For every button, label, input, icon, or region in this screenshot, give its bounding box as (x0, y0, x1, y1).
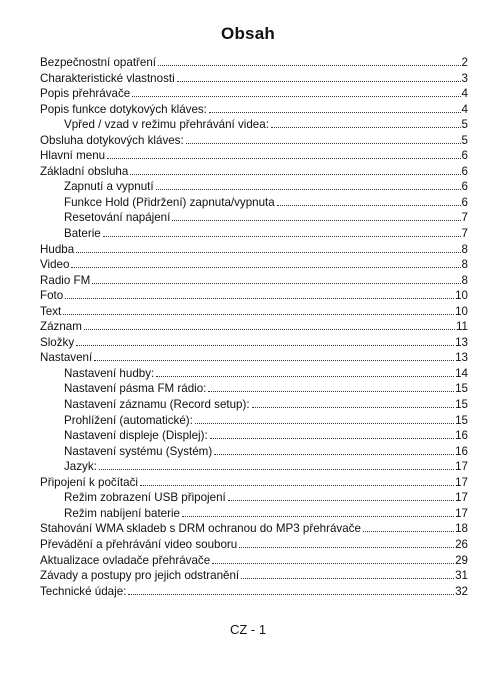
toc-dot-leader (158, 65, 461, 66)
toc-dot-leader (209, 112, 461, 113)
toc-dot-leader (182, 516, 454, 517)
toc-dot-leader (103, 236, 461, 237)
toc-page-number: 15 (455, 382, 468, 396)
toc-entry-title: Závady a postupy pro jejich odstranění (40, 569, 240, 583)
toc-entry-title: Aktualizace ovladače přehrávače (40, 553, 211, 567)
toc-entry (40, 117, 468, 133)
toc-dot-leader (241, 578, 454, 579)
toc-dot-leader (71, 267, 460, 268)
toc-dot-leader (130, 174, 460, 175)
toc-entry-title: Charakteristické vlastnosti (40, 71, 175, 85)
toc-page-number: 6 (461, 149, 468, 163)
toc-page-number: 7 (461, 211, 468, 225)
toc-entry (40, 86, 468, 102)
toc-page-number: 14 (455, 366, 468, 380)
page-footer: CZ - 1 (229, 622, 267, 637)
toc-page-number: 8 (461, 273, 468, 287)
toc-entry (40, 195, 468, 211)
toc-entry (40, 304, 468, 320)
toc-entry (40, 506, 468, 522)
toc-entry-title: Režim zobrazení USB připojení (64, 491, 226, 505)
toc-entry (40, 55, 468, 71)
toc-dot-leader (84, 329, 455, 330)
toc-entry (40, 179, 468, 195)
toc-entry-title: Převádění a přehrávání video souboru (40, 537, 238, 551)
toc-entry-title: Hlavní menu (40, 149, 106, 163)
toc-page-number: 17 (455, 491, 468, 505)
toc-page-number: 17 (455, 460, 468, 474)
toc-page-number: 4 (461, 87, 468, 101)
toc-entry (40, 273, 468, 289)
toc-page-number: 10 (455, 304, 468, 318)
toc-entry (40, 537, 468, 553)
toc-entry (40, 381, 468, 397)
toc-page-number: 2 (461, 56, 468, 69)
toc-page-number: 17 (455, 506, 468, 520)
toc-entry-title: Nastavení displeje (Displej): (64, 429, 208, 443)
toc-page-number: 13 (455, 335, 468, 349)
toc-entry (40, 459, 468, 475)
toc-dot-leader (107, 158, 460, 159)
toc-entry-title: Baterie (64, 227, 101, 241)
toc-dot-leader (210, 438, 454, 439)
toc-dot-leader (63, 314, 454, 315)
toc-page-number: 11 (455, 320, 468, 334)
toc-page-number: 17 (455, 475, 468, 489)
toc-entry-title: Obsluha dotykových kláves: (40, 133, 184, 147)
toc-page-number: 5 (461, 133, 468, 147)
toc-entry-title: Vpřed / vzad v režimu přehrávání videa: (64, 118, 269, 132)
toc-dot-leader (208, 391, 454, 392)
toc-page-number: 29 (455, 553, 468, 567)
toc-page-number: 26 (455, 537, 468, 551)
page-title: Obsah (221, 24, 275, 43)
toc-dot-leader (65, 298, 454, 299)
toc-entry (40, 366, 468, 382)
toc-dot-leader (177, 81, 461, 82)
toc-entry-title: Nastavení systému (Systém) (64, 444, 213, 458)
toc-page-number: 6 (461, 195, 468, 209)
toc-entry (40, 413, 468, 429)
toc-entry-title: Foto (40, 289, 64, 303)
toc-entry-title: Jazyk: (64, 460, 97, 474)
toc-dot-leader (94, 360, 454, 361)
toc-entry (40, 568, 468, 584)
toc-entry (40, 350, 468, 366)
toc-entry-title: Nastavení (40, 351, 93, 365)
toc-entry (40, 584, 468, 600)
toc-page-number: 7 (461, 227, 468, 241)
toc-page-number: 15 (455, 398, 468, 412)
toc-dot-leader (140, 485, 454, 486)
toc-entry-title: Nastavení hudby: (64, 366, 155, 380)
toc-page-number: 3 (461, 71, 468, 85)
toc-entry (40, 71, 468, 87)
toc-entry (40, 397, 468, 413)
toc-dot-leader (239, 547, 454, 548)
toc-dot-leader (99, 469, 454, 470)
toc-page-number: 10 (455, 289, 468, 303)
toc-entry (40, 102, 468, 118)
toc-entry-title: Základní obsluha (40, 164, 129, 178)
toc-dot-leader (212, 563, 454, 564)
toc-entry (40, 475, 468, 491)
toc-dot-leader (172, 220, 460, 221)
toc-entry-title: Složky (40, 335, 75, 349)
toc-dot-leader (92, 283, 460, 284)
toc-page-number: 18 (455, 522, 468, 536)
toc-entry-title: Režim nabíjení baterie (64, 506, 180, 520)
toc-dot-leader (252, 407, 455, 408)
toc-page-number: 5 (461, 118, 468, 132)
toc-dot-leader (156, 189, 461, 190)
toc-entry-title: Popis funkce dotykových kláves: (40, 102, 207, 116)
toc-entry-title: Resetování napájení (64, 211, 171, 225)
toc-dot-leader (271, 127, 461, 128)
toc-entry (40, 164, 468, 180)
toc-entry-title: Nastavení pásma FM rádio: (64, 382, 207, 396)
toc-dot-leader (156, 376, 454, 377)
toc-entry-title: Záznam (40, 320, 82, 334)
toc-entry-title: Stahování WMA skladeb s DRM ochranou do MP3 přehrávače (40, 522, 361, 536)
toc-dot-leader (128, 594, 454, 595)
toc-entry-title: Radio FM (40, 273, 91, 287)
toc-entry (40, 444, 468, 460)
toc-entry (40, 133, 468, 149)
toc-dot-leader (132, 96, 460, 97)
toc-entry-title: Popis přehrávače (40, 87, 131, 101)
toc-entry-title: Video (40, 258, 70, 272)
toc-dot-leader (277, 205, 461, 206)
toc-entry-title: Nastavení záznamu (Record setup): (64, 398, 250, 412)
toc-entry (40, 335, 468, 351)
toc-entry-title: Funkce Hold (Přidržení) zapnuta/vypnuta (64, 195, 275, 209)
toc-dot-leader (76, 345, 454, 346)
toc-entry (40, 226, 468, 242)
toc-entry (40, 148, 468, 164)
toc-page-number: 4 (461, 102, 468, 116)
toc-entry (40, 319, 468, 335)
toc-page-number: 8 (461, 258, 468, 272)
toc-entry (40, 521, 468, 537)
toc-entry (40, 553, 468, 569)
toc-entry (40, 257, 468, 273)
toc-entry-title: Technické údaje: (40, 584, 127, 598)
toc-entry (40, 288, 468, 304)
toc-dot-leader (195, 423, 454, 424)
toc-page-number: 15 (455, 413, 468, 427)
toc-page-number: 16 (455, 444, 468, 458)
toc-entry-title: Text (40, 304, 62, 318)
toc-page-number: 32 (455, 584, 468, 598)
toc-dot-leader (76, 252, 460, 253)
toc-dot-leader (214, 454, 454, 455)
toc-entry-title: Zapnutí a vypnutí (64, 180, 154, 194)
toc-dot-leader (363, 531, 454, 532)
toc-entry (40, 490, 468, 506)
toc-page-number: 8 (461, 242, 468, 256)
toc-entry-title: Hudba (40, 242, 75, 256)
toc-page-number: 31 (455, 569, 468, 583)
toc-dot-leader (186, 143, 461, 144)
toc-page-number: 16 (455, 429, 468, 443)
toc-entry-title: Připojení k počítači (40, 475, 138, 489)
toc-entry (40, 210, 468, 226)
toc-entry-title: Prohlížení (automatické): (64, 413, 193, 427)
toc-page-number: 6 (461, 180, 468, 194)
toc-dot-leader (228, 500, 454, 501)
toc-entry (40, 242, 468, 258)
toc-page-number: 13 (455, 351, 468, 365)
toc-entry-title: Bezpečnostní opatření (40, 56, 157, 69)
toc-entry (40, 428, 468, 444)
table-of-contents (40, 55, 468, 599)
toc-page-number: 6 (461, 164, 468, 178)
